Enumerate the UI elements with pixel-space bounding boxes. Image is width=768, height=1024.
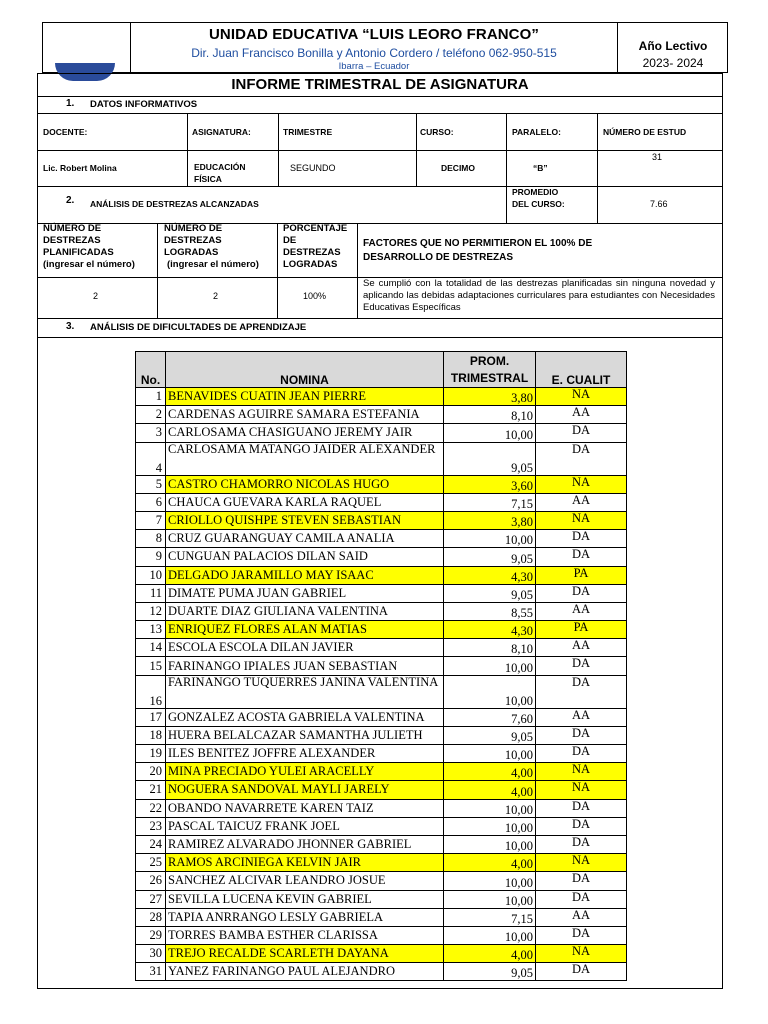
section2-title: ANÁLISIS DE DESTREZAS ALCANZADAS bbox=[90, 199, 259, 209]
table-row bbox=[136, 945, 627, 963]
row-cualit: DA bbox=[536, 657, 627, 675]
row-number: 31 bbox=[136, 963, 166, 981]
planificadas-header-line1: NÚMERO DE bbox=[43, 223, 102, 234]
row-prom: 4,30 bbox=[444, 566, 536, 584]
asignatura-value-1: EDUCACIÓN bbox=[194, 162, 246, 172]
row-name: PASCAL TAICUZ FRANK JOEL bbox=[166, 817, 444, 835]
table-row bbox=[136, 963, 627, 981]
row-name: CHAUCA GUEVARA KARLA RAQUEL bbox=[166, 493, 444, 511]
factores-header-line1: FACTORES QUE NO PERMITIERON EL 100% DE bbox=[363, 238, 593, 249]
row-number: 1 bbox=[136, 388, 166, 406]
row-prom: 4,00 bbox=[444, 781, 536, 799]
row-cualit: PA bbox=[536, 621, 627, 639]
row-name: ILES BENITEZ JOFFRE ALEXANDER bbox=[166, 745, 444, 763]
row-prom: 10,00 bbox=[444, 926, 536, 944]
row-name: RAMOS ARCINIEGA KELVIN JAIR bbox=[166, 854, 444, 872]
row-number: 16 bbox=[136, 675, 166, 708]
row-prom: 4,00 bbox=[444, 945, 536, 963]
row-prom: 9,05 bbox=[444, 726, 536, 744]
row-number: 7 bbox=[136, 511, 166, 529]
row-cualit: DA bbox=[536, 926, 627, 944]
row-name: RAMIREZ ALVARADO JHONNER GABRIEL bbox=[166, 835, 444, 853]
row-prom: 10,00 bbox=[444, 817, 536, 835]
section2-number: 2. bbox=[66, 195, 75, 206]
row-name: DUARTE DIAZ GIULIANA VALENTINA bbox=[166, 602, 444, 620]
row-cualit: AA bbox=[536, 406, 627, 424]
row-prom: 4,00 bbox=[444, 854, 536, 872]
row-cualit: AA bbox=[536, 602, 627, 620]
table-row bbox=[136, 511, 627, 529]
porcentaje-header-line2: DE bbox=[283, 235, 297, 246]
planificadas-header-line4: (ingresar el número) bbox=[43, 259, 135, 270]
row-cualit: DA bbox=[536, 548, 627, 566]
row-prom: 9,05 bbox=[444, 548, 536, 566]
row-name: OBANDO NAVARRETE KAREN TAIZ bbox=[166, 799, 444, 817]
header-prom-line1: PROM. bbox=[469, 353, 510, 368]
factores-text: Se cumplió con la totalidad de las destrezas planificadas sin ninguna novedad y aplicando las debidas adaptaciones curriculares para estudiantes con Necesidades Educativas Específicas bbox=[363, 278, 715, 313]
row-cualit: PA bbox=[536, 566, 627, 584]
row-number: 9 bbox=[136, 548, 166, 566]
row-cualit: NA bbox=[536, 854, 627, 872]
row-name: MINA PRECIADO YULEI ARACELLY bbox=[166, 763, 444, 781]
row-number: 12 bbox=[136, 602, 166, 620]
row-name: FARINANGO TUQUERRES JANINA VALENTINA bbox=[166, 675, 444, 708]
row-name: GONZALEZ ACOSTA GABRIELA VALENTINA bbox=[166, 708, 444, 726]
row-prom: 10,00 bbox=[444, 835, 536, 853]
table-row bbox=[136, 548, 627, 566]
logradas-header bbox=[164, 223, 259, 271]
row-cualit: NA bbox=[536, 511, 627, 529]
paralelo-value: “B” bbox=[533, 163, 548, 173]
row-cualit: DA bbox=[536, 584, 627, 602]
school-city: Ibarra – Ecuador bbox=[338, 61, 410, 72]
table-row bbox=[136, 835, 627, 853]
row-name: CUNGUAN PALACIOS DILAN SAID bbox=[166, 548, 444, 566]
section1-number: 1. bbox=[66, 98, 75, 109]
row-prom: 10,00 bbox=[444, 745, 536, 763]
logradas-header-line2: DESTREZAS bbox=[164, 235, 222, 246]
row-cualit: AA bbox=[536, 493, 627, 511]
row-cualit: DA bbox=[536, 817, 627, 835]
row-prom: 7,15 bbox=[444, 493, 536, 511]
table-row bbox=[136, 475, 627, 493]
row-number: 13 bbox=[136, 621, 166, 639]
header-year bbox=[618, 22, 728, 73]
row-number: 14 bbox=[136, 639, 166, 657]
row-cualit: DA bbox=[536, 745, 627, 763]
row-cualit: NA bbox=[536, 388, 627, 406]
row-prom: 4,30 bbox=[444, 621, 536, 639]
row-cualit: NA bbox=[536, 781, 627, 799]
row-number: 25 bbox=[136, 854, 166, 872]
planificadas-header bbox=[43, 223, 135, 271]
row-number: 21 bbox=[136, 781, 166, 799]
row-prom: 9,05 bbox=[444, 584, 536, 602]
factores-header-line2: DESARROLLO DE DESTREZAS bbox=[363, 252, 514, 263]
school-name: UNIDAD EDUCATIVA “LUIS LEORO FRANCO” bbox=[209, 26, 539, 43]
factores-header bbox=[363, 237, 592, 265]
num-estud-label: NÚMERO DE ESTUD bbox=[603, 127, 687, 137]
row-name: TAPIA ANRRANGO LESLY GABRIELA bbox=[166, 908, 444, 926]
row-prom: 10,00 bbox=[444, 675, 536, 708]
table-row bbox=[136, 442, 627, 475]
row-number: 20 bbox=[136, 763, 166, 781]
year-value: 2023- 2024 bbox=[642, 56, 704, 70]
row-cualit: AA bbox=[536, 708, 627, 726]
row-name: NOGUERA SANDOVAL MAYLI JARELY bbox=[166, 781, 444, 799]
row-prom: 10,00 bbox=[444, 530, 536, 548]
section3-title: ANÁLISIS DE DIFICULTADES DE APRENDIZAJE bbox=[90, 322, 307, 333]
promedio-label-1: PROMEDIO bbox=[512, 187, 559, 197]
row-number: 5 bbox=[136, 475, 166, 493]
trimestre-value: SEGUNDO bbox=[290, 163, 336, 173]
table-row bbox=[136, 908, 627, 926]
row-name: CARLOSAMA MATANGO JAIDER ALEXANDER bbox=[166, 442, 444, 475]
row-number: 27 bbox=[136, 890, 166, 908]
table-row bbox=[136, 566, 627, 584]
row-number: 8 bbox=[136, 530, 166, 548]
row-name: DIMATE PUMA JUAN GABRIEL bbox=[166, 584, 444, 602]
planificadas-header-line2: DESTREZAS bbox=[43, 235, 101, 246]
table-row bbox=[136, 708, 627, 726]
report-title: INFORME TRIMESTRAL DE ASIGNATURA bbox=[37, 73, 723, 97]
row-name: ESCOLA ESCOLA DILAN JAVIER bbox=[166, 639, 444, 657]
row-cualit: DA bbox=[536, 799, 627, 817]
table-row bbox=[136, 388, 627, 406]
table-row bbox=[136, 799, 627, 817]
planificadas-header-line3: PLANIFICADAS bbox=[43, 247, 114, 258]
porcentaje-header-line4: LOGRADAS bbox=[283, 259, 338, 270]
row-cualit: NA bbox=[536, 763, 627, 781]
asignatura-label: ASIGNATURA: bbox=[192, 127, 251, 137]
row-number: 11 bbox=[136, 584, 166, 602]
row-number: 29 bbox=[136, 926, 166, 944]
porcentaje-header-line1: PORCENTAJE bbox=[283, 223, 348, 234]
row-cualit: AA bbox=[536, 908, 627, 926]
paralelo-label: PARALELO: bbox=[512, 127, 561, 137]
row-cualit: DA bbox=[536, 424, 627, 442]
row-prom: 3,80 bbox=[444, 511, 536, 529]
row-prom: 8,55 bbox=[444, 602, 536, 620]
row-name: CARLOSAMA CHASIGUANO JEREMY JAIR bbox=[166, 424, 444, 442]
grades-table-header bbox=[136, 352, 627, 388]
trimestre-label: TRIMESTRE bbox=[283, 127, 333, 137]
row-number: 30 bbox=[136, 945, 166, 963]
table-row bbox=[136, 602, 627, 620]
table-row bbox=[136, 639, 627, 657]
table-row bbox=[136, 872, 627, 890]
table-row bbox=[136, 584, 627, 602]
row-number: 2 bbox=[136, 406, 166, 424]
row-prom: 10,00 bbox=[444, 799, 536, 817]
header-prom-line2: TRIMESTRAL bbox=[450, 370, 529, 385]
table-row bbox=[136, 424, 627, 442]
row-prom: 10,00 bbox=[444, 872, 536, 890]
porcentaje-header bbox=[283, 223, 347, 271]
row-number: 28 bbox=[136, 908, 166, 926]
row-name: BENAVIDES CUATIN JEAN PIERRE bbox=[166, 388, 444, 406]
row-name: HUERA BELALCAZAR SAMANTHA JULIETH bbox=[166, 726, 444, 744]
row-cualit: DA bbox=[536, 442, 627, 475]
table-row bbox=[136, 726, 627, 744]
row-prom: 9,05 bbox=[444, 442, 536, 475]
row-name: TORRES BAMBA ESTHER CLARISSA bbox=[166, 926, 444, 944]
row-name: TREJO RECALDE SCARLETH DAYANA bbox=[166, 945, 444, 963]
curso-value: DECIMO bbox=[441, 163, 475, 173]
planificadas-value: 2 bbox=[93, 291, 99, 301]
row-prom: 3,80 bbox=[444, 388, 536, 406]
row-cualit: DA bbox=[536, 835, 627, 853]
table-row bbox=[136, 657, 627, 675]
section1-title: DATOS INFORMATIVOS bbox=[90, 99, 198, 110]
school-address: Dir. Juan Francisco Bonilla y Antonio Cordero / teléfono 062-950-515 bbox=[191, 46, 557, 60]
row-prom: 8,10 bbox=[444, 639, 536, 657]
row-number: 10 bbox=[136, 566, 166, 584]
row-number: 18 bbox=[136, 726, 166, 744]
row-prom: 9,05 bbox=[444, 963, 536, 981]
docente-value: Lic. Robert Molina bbox=[43, 163, 117, 173]
docente-label: DOCENTE: bbox=[43, 127, 88, 137]
table-row bbox=[136, 890, 627, 908]
table-row bbox=[136, 675, 627, 708]
row-number: 23 bbox=[136, 817, 166, 835]
table-row bbox=[136, 817, 627, 835]
row-prom: 7,60 bbox=[444, 708, 536, 726]
row-cualit: AA bbox=[536, 639, 627, 657]
year-label: Año Lectivo bbox=[638, 39, 708, 53]
row-number: 17 bbox=[136, 708, 166, 726]
row-number: 22 bbox=[136, 799, 166, 817]
table-row bbox=[136, 854, 627, 872]
row-prom: 7,15 bbox=[444, 908, 536, 926]
row-cualit: DA bbox=[536, 530, 627, 548]
num-estud-value: 31 bbox=[652, 152, 663, 162]
row-prom: 10,00 bbox=[444, 424, 536, 442]
logradas-header-line3: LOGRADAS bbox=[164, 247, 219, 258]
promedio-label-2: DEL CURSO: bbox=[512, 199, 565, 209]
row-name: SANCHEZ ALCIVAR LEANDRO JOSUE bbox=[166, 872, 444, 890]
table-row bbox=[136, 763, 627, 781]
row-name: CARDENAS AGUIRRE SAMARA ESTEFANIA bbox=[166, 406, 444, 424]
row-name: CASTRO CHAMORRO NICOLAS HUGO bbox=[166, 475, 444, 493]
row-number: 4 bbox=[136, 442, 166, 475]
row-name: ENRIQUEZ FLORES ALAN MATIAS bbox=[166, 621, 444, 639]
header-nomina: NOMINA bbox=[166, 352, 444, 388]
row-name: DELGADO JARAMILLO MAY ISAAC bbox=[166, 566, 444, 584]
table-row bbox=[136, 781, 627, 799]
row-cualit: NA bbox=[536, 945, 627, 963]
table-row bbox=[136, 745, 627, 763]
row-number: 26 bbox=[136, 872, 166, 890]
table-row bbox=[136, 621, 627, 639]
row-name: CRUZ GUARANGUAY CAMILA ANALIA bbox=[166, 530, 444, 548]
logradas-value: 2 bbox=[213, 291, 219, 301]
header-cualit: E. CUALIT bbox=[536, 352, 627, 388]
section3-number: 3. bbox=[66, 321, 75, 332]
row-prom: 8,10 bbox=[444, 406, 536, 424]
logradas-header-line4: (ingresar el número) bbox=[167, 259, 259, 270]
row-cualit: DA bbox=[536, 675, 627, 708]
row-cualit: NA bbox=[536, 475, 627, 493]
row-cualit: DA bbox=[536, 726, 627, 744]
header-center bbox=[131, 22, 618, 73]
row-number: 6 bbox=[136, 493, 166, 511]
row-number: 3 bbox=[136, 424, 166, 442]
header-prom bbox=[444, 352, 536, 388]
table-row bbox=[136, 530, 627, 548]
row-name: FARINANGO IPIALES JUAN SEBASTIAN bbox=[166, 657, 444, 675]
row-prom: 10,00 bbox=[444, 890, 536, 908]
grades-table bbox=[135, 351, 627, 981]
table-row bbox=[136, 493, 627, 511]
porcentaje-value: 100% bbox=[303, 291, 327, 301]
row-number: 24 bbox=[136, 835, 166, 853]
row-name: CRIOLLO QUISHPE STEVEN SEBASTIAN bbox=[166, 511, 444, 529]
row-cualit: DA bbox=[536, 890, 627, 908]
row-number: 15 bbox=[136, 657, 166, 675]
porcentaje-header-line3: DESTREZAS bbox=[283, 247, 341, 258]
table-row bbox=[136, 926, 627, 944]
asignatura-value-2: FÍSICA bbox=[194, 174, 222, 184]
row-name: YANEZ FARINANGO PAUL ALEJANDRO bbox=[166, 963, 444, 981]
header-no: No. bbox=[136, 352, 166, 388]
table-row bbox=[136, 406, 627, 424]
row-name: SEVILLA LUCENA KEVIN GABRIEL bbox=[166, 890, 444, 908]
row-prom: 4,00 bbox=[444, 763, 536, 781]
row-prom: 3,60 bbox=[444, 475, 536, 493]
promedio-value: 7.66 bbox=[650, 199, 668, 209]
row-cualit: DA bbox=[536, 963, 627, 981]
curso-label: CURSO: bbox=[420, 127, 454, 137]
logradas-header-line1: NÚMERO DE bbox=[164, 223, 223, 234]
row-prom: 10,00 bbox=[444, 657, 536, 675]
row-cualit: DA bbox=[536, 872, 627, 890]
row-number: 19 bbox=[136, 745, 166, 763]
